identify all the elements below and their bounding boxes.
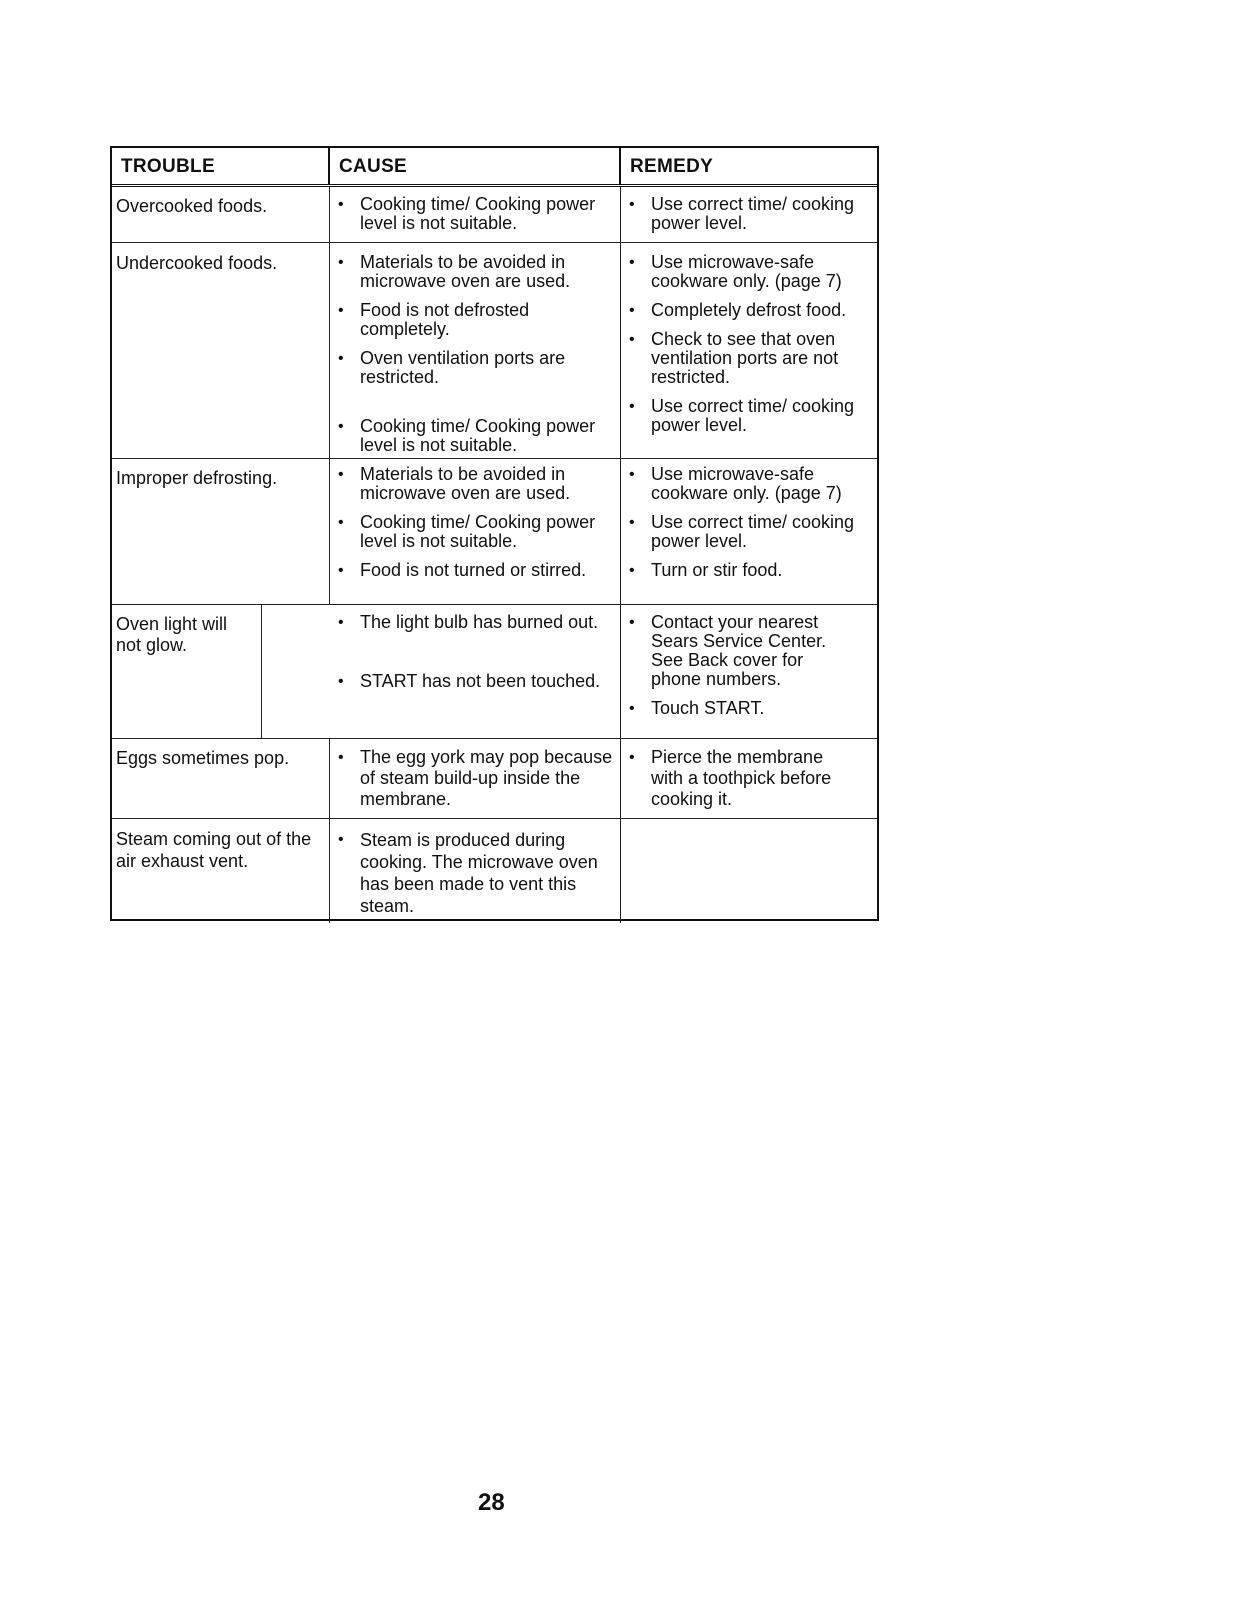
remedy-text: Pierce the membrane with a toothpick before cooking it. (651, 747, 832, 809)
cause-text: Food is not turned or stirred. (360, 560, 587, 580)
remedy-text: Contact your nearest Sears Service Center. See Back cover for phone numbers. (651, 612, 827, 689)
cause-item: • The light bulb has burned out. (338, 612, 599, 632)
troubleshooting-table (110, 146, 879, 921)
remedy-text: Check to see that oven ventilation ports are not restricted. (651, 329, 839, 387)
cause-text: START has not been touched. (360, 671, 601, 691)
trouble-cell: Improper defrosting. (112, 459, 330, 604)
remedy-cell (621, 243, 877, 461)
remedy-item: • Use microwave-safe cookware only. (page 7) (629, 464, 842, 503)
remedy-cell (621, 819, 877, 923)
cause-item: • Food is not defrosted completely. (338, 300, 530, 339)
remedy-text: Use microwave-safe cookware only. (page 7) (651, 464, 842, 503)
trouble-cell: Overcooked foods. (112, 187, 330, 242)
remedy-item: • Use microwave-safe cookware only. (page 7) (629, 252, 842, 291)
cause-item: • Cooking time/ Cooking power level is not suitable. (338, 512, 596, 551)
remedy-item: • Turn or stir food. (629, 560, 783, 580)
cause-item: • Materials to be avoided in microwave oven are used. (338, 252, 571, 291)
table-row (112, 187, 877, 243)
cause-text: Cooking time/ Cooking power level is not suitable. (360, 512, 596, 551)
header-trouble: TROUBLE (112, 148, 330, 184)
cause-text: Steam is produced during cooking. The microwave oven has been made to vent this steam. (360, 830, 598, 916)
cause-item: • Materials to be avoided in microwave oven are used. (338, 464, 571, 503)
trouble-cell: Oven light will not glow. (112, 605, 262, 738)
remedy-item: • Touch START. (629, 698, 765, 718)
remedy-text: Touch START. (651, 698, 765, 718)
table-row (112, 459, 877, 605)
cause-cell (330, 243, 621, 461)
cause-text: The light bulb has burned out. (360, 612, 599, 632)
cause-text: Cooking time/ Cooking power level is not suitable. (360, 194, 596, 233)
cause-cell (330, 187, 621, 242)
table-row (112, 819, 877, 919)
cause-text: The egg york may pop because of steam build-up inside the membrane. (360, 747, 613, 809)
trouble-cell: Undercooked foods. (112, 243, 330, 461)
remedy-item: • Use correct time/ cooking power level. (629, 396, 855, 435)
cause-item: • Cooking time/ Cooking power level is not suitable. (338, 416, 596, 455)
remedy-text: Use microwave-safe cookware only. (page 7) (651, 252, 842, 291)
cause-cell (330, 819, 621, 923)
trouble-cell: Steam coming out of the air exhaust vent. (112, 819, 330, 923)
cause-item: • START has not been touched. (338, 671, 601, 691)
remedy-cell (621, 187, 877, 242)
cause-text: Food is not defrosted completely. (360, 300, 530, 339)
cause-text: Materials to be avoided in microwave oven are used. (360, 464, 571, 503)
remedy-item: • Check to see that oven ventilation ports are not restricted. (629, 329, 839, 387)
cause-cell (330, 605, 621, 738)
cause-item: • The egg york may pop because of steam build-up inside the membrane. (338, 747, 613, 809)
remedy-cell (621, 459, 877, 604)
cause-cell (330, 739, 621, 818)
remedy-item: • Pierce the membrane with a toothpick before cooking it. (629, 747, 832, 809)
cause-item: • Steam is produced during cooking. The microwave oven has been made to vent this steam. (338, 830, 598, 916)
remedy-item: • Contact your nearest Sears Service Center. See Back cover for phone numbers. (629, 612, 827, 689)
cause-cell (330, 459, 621, 604)
cause-text: Cooking time/ Cooking power level is not suitable. (360, 416, 596, 455)
cause-item: • Cooking time/ Cooking power level is not suitable. (338, 194, 596, 233)
cause-item: • Oven ventilation ports are restricted. (338, 348, 566, 387)
table-row (112, 243, 877, 459)
remedy-text: Turn or stir food. (651, 560, 783, 580)
remedy-text: Use correct time/ cooking power level. (651, 194, 855, 233)
header-remedy: REMEDY (630, 156, 714, 177)
remedy-item: • Completely defrost food. (629, 300, 847, 320)
table-header (112, 148, 877, 187)
table-row (112, 739, 877, 819)
remedy-text: Use correct time/ cooking power level. (651, 512, 855, 551)
remedy-item: • Use correct time/ cooking power level. (629, 512, 855, 551)
remedy-cell (621, 739, 877, 818)
remedy-text: Completely defrost food. (651, 300, 847, 320)
cause-item: • Food is not turned or stirred. (338, 560, 587, 580)
remedy-item: • Use correct time/ cooking power level. (629, 194, 855, 233)
header-cause: CAUSE (330, 148, 621, 184)
cause-text: Materials to be avoided in microwave oven are used. (360, 252, 571, 291)
remedy-text: Use correct time/ cooking power level. (651, 396, 855, 435)
cause-text: Oven ventilation ports are restricted. (360, 348, 566, 387)
page-number: 28 (478, 1489, 505, 1516)
trouble-cell: Eggs sometimes pop. (112, 739, 330, 818)
table-row (112, 605, 877, 739)
remedy-cell (621, 605, 877, 738)
